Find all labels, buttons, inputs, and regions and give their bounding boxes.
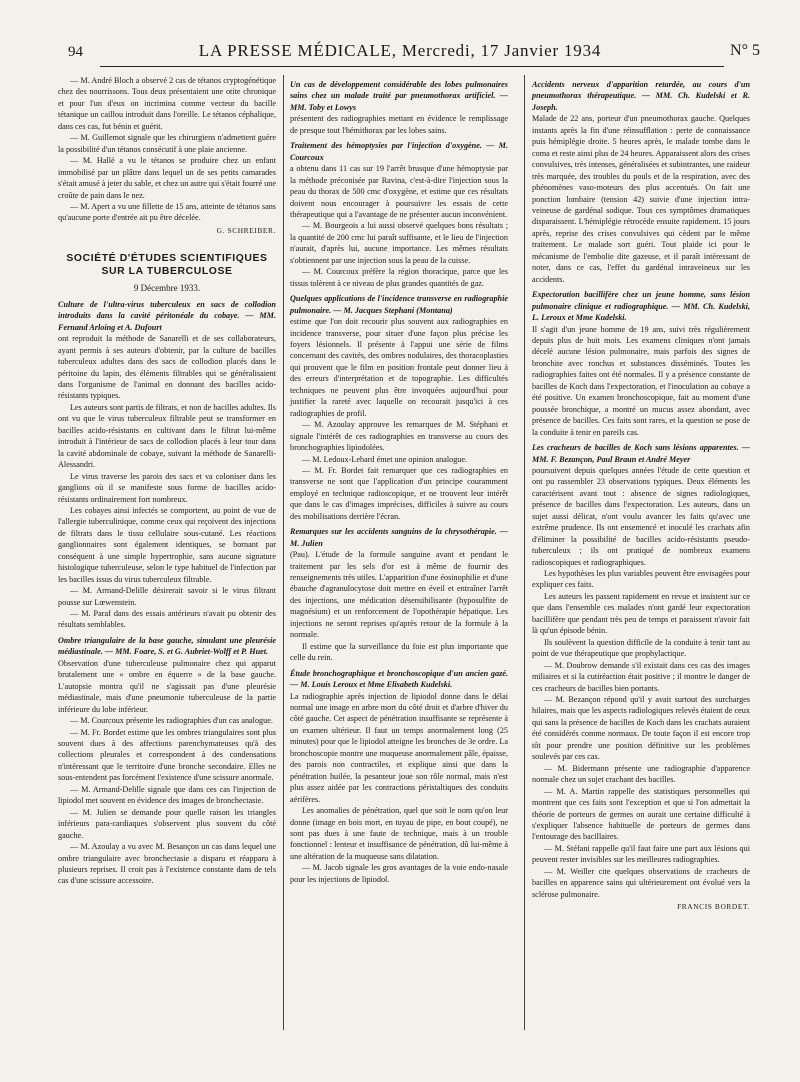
paragraph: estime que l'on doit recourir plus souvent aux radiographies en incidence transverse, pour situer d'une façon plus précise les foyers lésionnels. Il présente à l'appui une série de films concernant des cavités, des ombres nodulaires, des thoracoplasties qui prouvent que le film en position frontale peut donner lieu à des erreurs d'interprétation et de topographie. Les difficultés techniques ne peuvent plus être invoquées aujourd'hui pour justifier la rareté avec laquelle on recourait jusqu'ici à ces radiographies de profil. xyxy=(290,317,508,418)
article-title: Les cracheurs de bacilles de Koch sans lésions apparentes. — MM. F. Bezançon, Paul Braun et André Meyer xyxy=(532,443,750,464)
paragraph: — M. Fr. Bordet estime que les ombres triangulaires sont plus souvent dues à des affections parenchymateuses qu'à des collections pleurales et correspondent à des condensations n'intéressant que le territoire d'une bronche secondaire. Elles ne sous-entendent pas forcément l'existence d'une scissure anormale. xyxy=(58,727,276,783)
paragraph: Les hypothèses les plus variables peuvent être envisagées pour expliquer ces faits. xyxy=(532,569,750,590)
paragraph: — M. André Bloch a observé 2 cas de tétanos cryptogénétique chez des nourrissons. Tous deux présentaient une otite chronique et pour l'un d'eux on incrimina comme vecteur du bacille tétanique un caillou introduit dans l'oreille. Le tétanos céphalique, dans ces cas, fut bénin et guérit. xyxy=(58,76,276,131)
society-heading-line-2: SUR LA TUBERCULOSE xyxy=(101,266,233,278)
paragraph: — M. Armand-Delille désirerait savoir si le virus filtrant pousse sur Lœwenstein. xyxy=(58,586,276,607)
paragraph: Il estime que la surveillance du foie est plus importante que celle du rein. xyxy=(290,641,508,663)
paragraph: Observation d'une tuberculeuse pulmonaire chez qui apparut brutalement une « ombre en équerre » de la base gauche. L'autopsie montra qu'il ne s'agissait pas d'une pleurésie médiastinale, mais d'une pneumonie tuberculeuse de la partie inférieure du lobe inférieur. xyxy=(58,658,276,714)
paragraph: — M. Azoulay a vu avec M. Besançon un cas dans lequel une ombre triangulaire avec bronchectasie a disparu et réapparu à plusieurs reprises. Il croit pas à l'existence constante dans de tels cas d'une scissure accessoire. xyxy=(58,842,276,886)
paragraph: — M. Courcoux présente les radiographies d'un cas analogue. xyxy=(70,716,273,726)
journal-title: LA PRESSE MÉDICALE, Mercredi, 17 Janvier 1934 xyxy=(198,41,602,60)
paragraph: — M. Jacob signale les gros avantages de la voie endo-nasale pour les injections de lipiodol. xyxy=(290,863,508,884)
paragraph: — M. Armand-Delille signale que dans ces cas l'injection de lipiodol met souvent en évidence des images de bronchectasie. xyxy=(58,784,276,806)
paragraph: Ils soulèvent la question difficile de la conduite à tenir tant au point de vue thérapeutique que prophylactique. xyxy=(532,637,750,659)
paragraph: — M. Apert a vu une fillette de 15 ans, atteinte de tétanos sans qu'aucune porte d'entrée ait pu être décelée. xyxy=(58,201,276,223)
society-heading-line-1: SOCIÉTÉ D'ÉTUDES SCIENTIFIQUES xyxy=(66,253,268,265)
paragraph: Les cobayes ainsi infectés se comportent, au point de vue de l'allergie tuberculinique, comme ceux qui reçoivent des injections de filtrats dans le tissu cellulaire sous-cutané. Les réactions ganglionnaires sont également identiques, se bornant par conséquent à une simple hypertrophie, sans aucune signature histologique tuberculeuse, selon le type habituel de l'infection par les bacilles issus du virus tuberculeux filtrable. xyxy=(58,505,276,584)
article-title: Étude bronchographique et bronchoscopique d'un ancien gazé. — M. Louis Leroux et Mme Elisabeth Kudelski. xyxy=(290,668,508,690)
paragraph: — M. Guillemot signale que les chirurgiens n'admettent guère la possibilité d'un tétanos consécutif à une plaie ancienne. xyxy=(58,133,276,154)
column-1 xyxy=(58,75,276,887)
paragraph: — M. Bidermann présente une radiographie d'apparence normale chez un sujet crachant des bacilles. xyxy=(532,763,750,785)
paragraph: (Pau). L'étude de la formule sanguine avant et pendant le traitement par les sels d'or est à même de fournir des renseignements très utiles. L'apparition d'une éosinophilie et d'une ébauche d'agranulocytose doit mettre en éveil et entraîner l'arrêt des injections, une médication désensibilisante (hyposulfite de magnésium) et un renforcement de l'opothérapie hépatique. Les injections ne seront reprises qu'après retour de la formule à la normale. xyxy=(290,550,508,640)
article-title: Quelques applications de l'incidence transverse en radiographie pulmonaire. — M. Jacques Stephani (Montana) xyxy=(290,294,508,315)
paragraph: poursuivent depuis quelques années l'étude de cette question et ont pu rassembler 23 observations typiques. Deux éléments les caractérisent avant tout : absence de signes radiologiques, présence de bacilles dans l'expectoration. Les auteurs, dans un sujet aussi délicat, n'ont voulu avancer les faits qu'avec une extrême prudence. Ils ont ensemencé et inoculé les crachats afin d'éliminer la possibilité de bacilles acido-résistants pseudo-tuberculeux ; ils ont pratiqué de nombreux examens radioscopiques et radiographiques. xyxy=(532,465,750,567)
paragraph: Malade de 22 ans, porteur d'un pneumothorax gauche. Quelques instants après la fin d'une réinsufflation : perte de connaissance puis hémiplégie droite. 5 heures après, le malade tombe dans le coma et reste ainsi plus de 24 heures. Apparaissent alors des crises convulsives, très intenses, généralisées et subintrantes, une raideur très marquée, des troubles du pouls et de la respiration, avec des phénomènes vaso-moteurs des plus accentués. On fait une ponction lombaire (tension 42) suivie d'une injection intra-veineuse de gardénal sodique. Tous ces symptômes dramatiques disparaissent. L'hémiplégie rétrocède ensuite rapidement. 15 jours après, reprise des crises convulsives qui cèdent par le même traitement. Le malade sort guéri. Tout plaide ici pour le mécanisme de l'embolie dite gazeuse, et il paraît intéressant de noter, dans ce cas, l'effet du gardénal intraveineux sur les accidents. xyxy=(532,114,750,284)
author-signature: G. SCHREIBER. xyxy=(216,225,276,235)
column-2 xyxy=(290,75,508,885)
author-signature: FRANCIS BORDET. xyxy=(677,902,750,912)
paragraph: — M. Julien se demande pour quelle raison les triangles inférieurs para-cardiaques s'observent plus souvent du côté gauche. xyxy=(58,807,276,840)
paragraph: Les auteurs sont partis de filtrats, et non de bacilles adultes. Ils ont vu que le virus tuberculeux filtrable peut se transformer en bacilles acido-résistants en cultivant dans le filtrat lui-même introduit à l'intérieur de sacs de collodion placés à leur tour dans la cavité abdominale de cobaye, suivant la méthode de Sanarelli-Alessandri. xyxy=(58,402,276,470)
paragraph: ont reproduit la méthode de Sanarelli et de ses collaborateurs, ayant permis à ses auteurs d'obtenir, par la culture de bacilles tuberculeux adultes dans des sacs de collodion placés dans le péritoine du lapin, des éléments filtrables qui se généralisaient dans l'organisme de l'animal en donnant des bacilles acido-résistants typiques. xyxy=(58,334,276,401)
paragraph: — M. Fr. Bordet fait remarquer que ces radiographies en transverse ne sont que l'application d'un principe couramment employé en technique radioscopique, et ne trouvent leur intérêt que dans le cas d'images imprécises, difficiles à suivre au cours des mobilisations derrière l'écran. xyxy=(290,465,508,521)
paragraph: — M. Doubrow demande s'il existait dans ces cas des images miliaires et si la cutiréaction était positive ; il montre le danger de ces cracheurs de bacilles bien portants. xyxy=(532,660,750,693)
column-divider-2 xyxy=(524,75,525,1030)
paragraph: Le virus traverse les parois des sacs et va coloniser dans les ganglions où il se manifeste sous forme de bacilles acido-résistants ordinairement fort nombreux. xyxy=(58,471,276,504)
paragraph: Il s'agit d'un jeune homme de 19 ans, suivi très régulièrement depuis plus de huit mois. Les examens cliniques n'ont jamais décelé aucune lésion pulmonaire, mais parfois des signes de bronchite avec ronchus et substances disséminés. Toutes les radiographies faites ont été normales. Il y a présence constante de bacilles de Koch dans l'expectoration, et l'inoculation au cobaye a été positive. Un examen bronchoscopique, fait au moment d'une poussée bronchique, a montré un mucus assez abondant, avec présence de bacilles. Ces faits sont rares, et la question se pose de la conduite à tenir en pareils cas. xyxy=(532,324,750,437)
page-header xyxy=(40,36,760,66)
session-date: 9 Décembre 1933. xyxy=(133,283,201,294)
paragraph: Les anomalies de pénétration, quel que soit le nom qu'on leur donne (image en bois mort, en tuyau de pipe, en bout coupé), ne sont pas dues à une faute de technique, mais à un trouble fonctionnel : lenteur et insuffisance de pénétration, dû lui-même à une altération de la muqueuse sans dilatation. xyxy=(290,806,508,861)
society-heading xyxy=(58,252,276,278)
page-number: 94 xyxy=(68,44,83,60)
paragraph: — M. A. Martin rappelle des statistiques personnelles qui montrent que ces faits sont l'exception et que si l'on admettait la théorie de porteurs de germes on aurait une certaine difficulté à s'expliquer l'absence habituelle de porteurs de germes dans l'entourage des bacillaires. xyxy=(532,786,750,842)
header-rule xyxy=(100,66,724,67)
column-divider-1 xyxy=(283,75,284,1030)
issue-number: N° 5 xyxy=(730,42,760,59)
paragraph: présentent des radiographies mettant en évidence le remplissage de presque tout l'hémithorax par les lobes sains. xyxy=(290,114,508,135)
column-3 xyxy=(532,75,750,913)
paragraph: — M. Ledoux-Lebard émet une opinion analogue. xyxy=(302,454,468,464)
article-title: Un cas de développement considérable des lobes pulmonaires sains chez un malade traité par pneumothorax artificiel. — MM. Toby et Lowys xyxy=(290,80,508,112)
paragraph: — M. Bezançon répond qu'il y avait surtout des surcharges hilaires, mais que les aspects radiologiques relevés étaient de ceux qui sans la présence de bacilles de Koch dans les crachats auraient été considérés comme normaux. De toute façon il est encore trop tôt pour prendre une position définitive sur les problèmes soulevés par ces cas. xyxy=(532,695,750,762)
paragraph: — M. Paraf dans des essais antérieurs n'avait pu obtenir des résultats semblables. xyxy=(58,609,276,630)
article-title: Ombre triangulaire de la base gauche, simulant une pleurésie médiastinale. — MM. Foare, S. et G. Aubriet-Wolff et P. Huet. xyxy=(58,635,276,657)
paragraph: a obtenu dans 11 cas sur 19 l'arrêt brusque d'une hémoptysie par la méthode préconisée par Ravina, c'est-à-dire l'injection sous la peau du thorax de 500 cmc d'oxygène, et estime que ces résultats doivent nous encourager à poursuivre les essais de cette thérapeutique qui a l'avantage de ne présenter aucun inconvénient. xyxy=(290,164,508,219)
paragraph: La radiographie après injection de lipiodol donne dans le délai normal une image en arbre mort du côté droit et d'arbre d'hiver du côté gauche. Cet aspect de pénétration insuffisante se représente à un examen ultérieur. Il faut un temps anormalement long (25 minutes) pour que le lipiodol atteigne les bronches de 3e ordre. La bronchoscopie montre une muqueuse anormalement pâle, épaisse, des parois non contractiles, et explique ainsi que dans la pénétration huilée, la pesanteur joue son rôle normal, mais n'est plus assez aidée par les contractions péristaltiques des conduits aérifères. xyxy=(290,691,508,804)
paragraph: Les auteurs les passent rapidement en revue et insistent sur ce que dans l'ensemble ces malades n'ont gardé leur expectoration bacillifère que pendant très peu de temps et paraissent n'avoir fait là qu'un épisode bénin. xyxy=(532,591,750,636)
article-title: Remarques sur les accidents sanguins de la chrysothérapie. — M. Julien xyxy=(290,527,508,548)
article-title: Accidents nerveux d'apparition retardée, au cours d'un pneumothorax thérapeutique. — MM. Ch. Kudelski et R. Joseph. xyxy=(532,80,750,112)
paragraph: — M. Hallé a vu le tétanos se produire chez un enfant immobilisé par un plâtre dans lequel un de ses petits camarades s'était amusé à jeter du sable, et chez un autre qui s'était fourré une croûte de pain dans le nez. xyxy=(58,156,277,200)
article-title: Expectoration bacillifère chez un jeune homme, sans lésion pulmonaire clinique et radiographique. — MM. Ch. Kudelski, L. Leroux et Mme Kudelski. xyxy=(532,290,750,323)
article-title: Traitement des hémoptysies par l'injection d'oxygène. — M. Courcoux xyxy=(290,141,508,162)
paragraph: — M. Bourgeois a lui aussi observé quelques bons résultats ; la quantité de 200 cmc lui paraît suffisante, et le lieu de l'injection n'aurait, d'après lui, aucune importance. Les mêmes résultats s'obtiennent par une injection sous la peau de la cuisse. xyxy=(290,221,508,265)
paragraph: — M. Stéfani rappelle qu'il faut faire une part aux lésions qui peuvent rester invisibles sur les meilleures radiographies. xyxy=(532,843,750,865)
paragraph: — M. Azoulay approuve les remarques de M. Stéphani et signale l'intérêt de ces radiographies en transverse au cours des bronchographies lipiodolées. xyxy=(290,420,508,453)
article-title: Culture de l'ultra-virus tuberculeux en sacs de collodion introduits dans la cavité péritonéale du cobaye. — MM. Fernand Arloing et A. Dufourt xyxy=(58,299,276,332)
paragraph: — M. Courcoux préfère la région thoracique, parce que les tissus tolèrent à ce niveau de plus grandes quantités de gaz. xyxy=(290,267,508,288)
paragraph: — M. Weiller cite quelques observations de cracheurs de bacilles en apparence sains qui ultérieurement ont évolué vers la sclérose pulmonaire. xyxy=(532,866,750,899)
